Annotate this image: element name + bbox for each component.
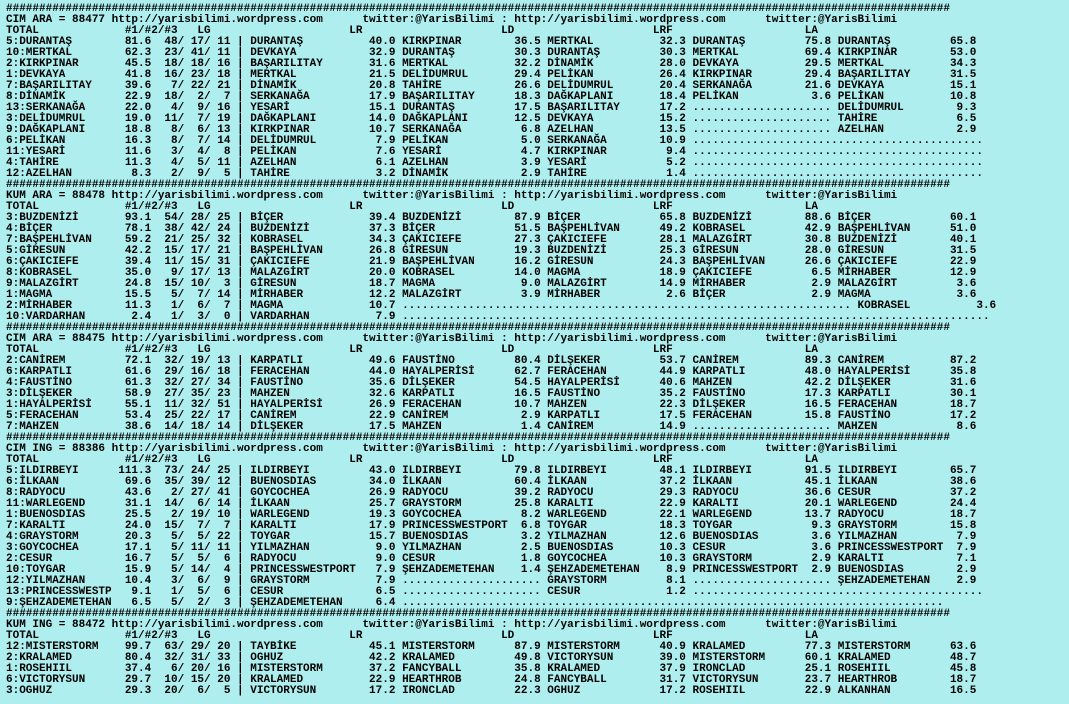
data-line: 1:ROSEHIIL 37.4 6/ 20/ 16 | MISTERSTORM 37.2 FANCYBALL 35.8 KRALAMED 37.9 IRONCLAD 25.1 ROSEHIIL 45.8 <box>6 663 977 675</box>
data-line: 1:HAYALPERİSİ 55.1 11/ 32/ 51 | HAYALPERİSİ 26.9 FERACEHAN 10.7 MAHZEN 22.3 DİLŞEKER 16.5 FERACEHAN 18.7 <box>6 399 977 411</box>
data-line: 3:OGHUZ 29.3 20/ 6/ 5 | VICTORYSUN 17.2 IRONCLAD 22.3 OGHUZ 17.2 ROSEHIIL 22.9 ALKANHAN 16.5 <box>6 685 977 697</box>
data-line: 1:DEVKAYA 41.8 16/ 23/ 18 | MERTKAL 21.5 DELİDUMRUL 29.4 PELİKAN 26.4 KIRKPINAR 29.4 BAŞARILITAY 31.5 <box>6 69 977 81</box>
data-line: 6:ÇAKICIEFE 39.4 11/ 15/ 31 | ÇAKICIEFE 21.9 BAŞPEHLİVAN 16.2 GİRESUN 24.3 BAŞPEHLİVAN 26.6 ÇAKICIEFE 22.9 <box>6 256 977 268</box>
data-line: 5:FERACEHAN 53.4 25/ 22/ 17 | CANİREM 22.9 CANİREM 2.9 KARPATLI 17.5 FERACEHAN 15.8 FAUSTİNO 17.2 <box>6 410 977 422</box>
data-line: 4:GRAYSTORM 20.3 5/ 5/ 22 | TOYGAR 15.7 BUENOSDIAS 3.2 YILMAZHAN 12.6 BUENOSDIAS 3.6 YILMAZHAN 7.9 <box>6 531 977 543</box>
data-line: 10:MERTKAL 62.3 23/ 41/ 11 | DEVKAYA 32.9 DURANTAŞ 30.3 DURANTAŞ 30.3 MERTKAL 69.4 KIRKPINAR 53.0 <box>6 47 977 59</box>
data-line: 2:CANİREM 72.1 32/ 19/ 13 | KARPATLI 49.6 FAUSTİNO 80.4 DİLŞEKER 53.7 CANİREM 89.3 CANİREM 87.2 <box>6 355 977 367</box>
data-line: 3:BUZDENİZİ 93.1 54/ 28/ 25 | BİÇER 39.4 BUZDENİZİ 87.9 BİÇER 65.8 BUZDENİZİ 88.6 BİÇER 60.1 <box>6 212 977 224</box>
data-line: 2:KIRKPINAR 45.5 18/ 18/ 16 | BAŞARILITAY 31.6 MERTKAL 32.2 DİNAMİK 28.0 DEVKAYA 29.5 MERTKAL 34.3 <box>6 58 977 70</box>
data-line: 5:DURANTAŞ 81.6 48/ 17/ 11 | DURANTAŞ 40.0 KIRKPINAR 36.5 MERTKAL 32.3 DURANTAŞ 75.8 DURANTAŞ 65.8 <box>6 36 977 48</box>
data-line: 4:BİÇER 78.1 38/ 42/ 24 | BUZDENİZİ 37.3 BİÇER 51.5 BAŞPEHLİVAN 49.2 KOBRASEL 42.9 BAŞPEHLİVAN 51.0 <box>6 223 977 235</box>
data-line: 4:TAHİRE 11.3 4/ 5/ 11 | AZELHAN 6.1 AZELHAN 3.9 YESARİ 5.2 ............................................ <box>6 157 983 169</box>
data-line: 6:İLKAAN 69.6 35/ 39/ 12 | BUENOSDIAS 34.0 İLKAAN 60.4 İLKAAN 37.2 İLKAAN 45.1 İLKAAN 38.6 <box>6 476 977 488</box>
data-line: 7:BAŞARILITAY 39.6 7/ 22/ 21 | DİNAMİK 20.8 TAHİRE 26.6 DELİDUMRUL 20.4 SERKANAĞA 21.6 DEVKAYA 15.1 <box>6 80 977 92</box>
column-header-line: TOTAL #1/#2/#3 LG LR LD LRF LA <box>6 630 818 642</box>
data-line: 2:KRALAMED 80.4 32/ 31/ 33 | OGHUZ 42.2 KRALAMED 49.8 VICTORYSUN 39.0 MISTERSTORM 60.1 KRALAMED 48.7 <box>6 652 977 664</box>
data-line: 11:YESARİ 11.6 3/ 4/ 8 | PELİKAN 7.6 YESARİ 4.7 KIRKPINAR 9.4 ............................................ <box>6 146 983 158</box>
data-line: 9:ŞEHZADEMETEHAN 6.5 5/ 2/ 3 | ŞEHZADEMETEHAN 6.4 .................................................................................. <box>6 597 944 609</box>
column-header-line: TOTAL #1/#2/#3 LG LR LD LRF LA <box>6 201 818 213</box>
data-line: 7:KARALTI 24.0 15/ 7/ 7 | KARALTI 17.9 PRINCESSWESTPORT 6.8 TOYGAR 18.3 TOYGAR 9.3 GRAYSTORM 15.8 <box>6 520 977 532</box>
data-line: 3:DİLŞEKER 58.9 27/ 35/ 23 | MAHZEN 32.6 KARPATLI 16.5 FAUSTİNO 35.2 FAUSTİNO 17.3 KARPATLI 30.1 <box>6 388 977 400</box>
race-header-line: CIM ARA = 88477 http://yarisbilimi.wordpress.com twitter:@YarisBilimi : http://yarisbilimi.wordpress.com twitter:@YarisBilimi <box>6 14 898 26</box>
data-line: 2:CESUR 16.7 5/ 5/ 6 | RADYOCU 9.0 CESUR 1.8 GOYCOCHEA 10.3 GRAYSTORM 2.9 KARALTI 7.1 <box>6 553 977 565</box>
data-line: 8:DİNAMİK 22.9 18/ 2/ 7 | SERKANAĞA 17.9 BAŞARILITAY 18.3 DAĞKAPLANI 18.4 PELİKAN 3.6 PELİKAN 10.8 <box>6 91 977 103</box>
data-line: 8:KOBRASEL 35.0 9/ 17/ 13 | MALAZGİRT 20.0 KOBRASEL 14.0 MAGMA 18.9 ÇAKICIEFE 6.5 MİRHABER 12.9 <box>6 267 977 279</box>
data-line: 5:GİRESUN 42.2 15/ 17/ 21 | BAŞPEHLİVAN 26.8 GİRESUN 19.3 BUZDENİZİ 25.3 GİRESUN 28.0 GİRESUN 31.5 <box>6 245 977 257</box>
race-header-line: KUM ARA = 88478 http://yarisbilimi.wordpress.com twitter:@YarisBilimi : http://yarisbilimi.wordpress.com twitter:@YarisBilimi <box>6 190 898 202</box>
data-line: 7:MAHZEN 38.6 14/ 18/ 14 | DİLŞEKER 17.5 MAHZEN 1.4 CANİREM 14.9 ..................... MAHZEN 8.6 <box>6 421 977 433</box>
data-line: 8:RADYOCU 43.6 2/ 27/ 41 | GOYCOCHEA 26.9 RADYOCU 39.2 RADYOCU 29.3 RADYOCU 36.6 CESUR 37.2 <box>6 487 977 499</box>
data-line: 12:YILMAZHAN 10.4 3/ 6/ 9 | GRAYSTORM 7.9 ..................... GRAYSTORM 8.1 ..................... ŞEHZADEMETEHAN 2.9 <box>6 575 977 587</box>
data-line: 9:DAĞKAPLANI 18.8 8/ 6/ 13 | KIRKPINAR 10.7 SERKANAĞA 6.8 AZELHAN 13.5 ..................... AZELHAN 2.9 <box>6 124 977 136</box>
separator-line: ############################################################################################################################################### <box>6 322 950 334</box>
data-line: 6:VICTORYSUN 29.7 10/ 15/ 20 | KRALAMED 22.9 HEARTHROB 24.8 FANCYBALL 31.7 VICTORYSUN 23.7 HEARTHROB 18.7 <box>6 674 977 686</box>
data-line: 1:MAGMA 15.5 5/ 7/ 14 | MİRHABER 12.2 MALAZGİRT 3.9 MİRHABER 2.6 BİÇER 2.9 MAGMA 3.6 <box>6 289 977 301</box>
column-header-line: TOTAL #1/#2/#3 LG LR LD LRF LA <box>6 344 818 356</box>
separator-line: ############################################################################################################################################### <box>6 179 950 191</box>
race-header-line: CIM ING = 88386 http://yarisbilimi.wordpress.com twitter:@YarisBilimi : http://yarisbilimi.wordpress.com twitter:@YarisBilimi <box>6 443 898 455</box>
separator-line: ############################################################################################################################################### <box>6 3 950 15</box>
data-line: 13:PRINCESSWESTP 9.1 1/ 5/ 6 | CESUR 6.5 ..................... CESUR 1.2 ............................................ <box>6 586 983 598</box>
data-line: 6:PELİKAN 16.3 8/ 7/ 14 | DELİDUMRUL 7.9 PELİKAN 5.0 SERKANAĞA 10.9 ............................................ <box>6 135 983 147</box>
data-line: 13:SERKANAĞA 22.0 4/ 9/ 16 | YESARİ 15.1 DURANTAŞ 17.5 BAŞARILITAY 17.2 ..................... DELİDUMRUL 9.3 <box>6 102 977 114</box>
data-line: 7:BAŞPEHLİVAN 59.2 21/ 25/ 32 | KOBRASEL 34.3 ÇAKICIEFE 27.3 ÇAKICIEFE 28.1 MALAZGİRT 30.8 BUZDENİZİ 40.1 <box>6 234 977 246</box>
data-line: 6:KARPATLI 61.6 29/ 16/ 18 | FERACEHAN 44.0 HAYALPERİSİ 62.7 FERACEHAN 44.9 KARPATLI 48.0 HAYALPERİSİ 35.8 <box>6 366 977 378</box>
column-header-line: TOTAL #1/#2/#3 LG LR LD LRF LA <box>6 454 818 466</box>
data-line: 12:AZELHAN 8.3 2/ 9/ 5 | TAHİRE 3.2 DİNAMİK 2.9 TAHİRE 1.4 ............................................ <box>6 168 983 180</box>
column-header-line: TOTAL #1/#2/#3 LG LR LD LRF LA <box>6 25 818 37</box>
race-header-line: CIM ARA = 88475 http://yarisbilimi.wordpress.com twitter:@YarisBilimi : http://yarisbilimi.wordpress.com twitter:@YarisBilimi <box>6 333 898 345</box>
data-line: 4:FAUSTİNO 61.3 32/ 27/ 34 | FAUSTİNO 35.6 DİLŞEKER 54.5 HAYALPERİSİ 40.6 MAHZEN 42.2 DİLŞEKER 31.6 <box>6 377 977 389</box>
data-line: 10:VARDARHAN 2.4 1/ 3/ 0 | VARDARHAN 7.9 ......................................................................................... <box>6 311 990 323</box>
data-line: 5:ILDIRBEYI 111.3 73/ 24/ 25 | ILDIRBEYI 43.0 ILDIRBEYI 79.8 ILDIRBEYI 48.1 ILDIRBEYI 91.5 ILDIRBEYI 65.7 <box>6 465 977 477</box>
data-line: 10:TOYGAR 15.9 5/ 14/ 4 | PRINCESSWESTPORT 7.9 ŞEHZADEMETEHAN 1.4 ŞEHZADEMETEHAN 8.9 PRINCESSWESTPORT 2.9 BUENOSDIAS 2.9 <box>6 564 977 576</box>
separator-line: ############################################################################################################################################### <box>6 608 950 620</box>
data-line: 1:BUENOSDIAS 25.5 2/ 19/ 10 | WARLEGEND 19.3 GOYCOCHEA 8.2 WARLEGEND 22.1 WARLEGEND 13.7 RADYOCU 18.7 <box>6 509 977 521</box>
data-line: 11:WARLEGEND 31.1 14/ 6/ 14 | İLKAAN 25.7 GRAYSTORM 25.8 KARALTI 22.9 KARALTI 20.1 WARLEGEND 24.4 <box>6 498 977 510</box>
data-line: 2:MİRHABER 11.3 1/ 6/ 7 | MAGMA 10.7 .................................................................... KOBRASEL 3.6 <box>6 300 997 312</box>
race-header-line: KUM ING = 88472 http://yarisbilimi.wordpress.com twitter:@YarisBilimi : http://yarisbilimi.wordpress.com twitter:@YarisBilimi <box>6 619 898 631</box>
data-line: 3:DELİDUMRUL 19.0 11/ 7/ 19 | DAĞKAPLANI 14.0 DAĞKAPLANI 12.5 DEVKAYA 15.2 ..................... TAHİRE 6.5 <box>6 113 977 125</box>
data-line: 9:MALAZGİRT 24.8 15/ 10/ 3 | GİRESUN 18.7 MAGMA 9.0 MALAZGİRT 14.9 MİRHABER 2.9 MALAZGİRT 3.6 <box>6 278 977 290</box>
separator-line: ############################################################################################################################################### <box>6 432 950 444</box>
data-line: 12:MISTERSTORM 99.7 63/ 29/ 20 | TAYBİKE 45.1 MISTERSTORM 87.9 MISTERSTORM 40.9 KRALAMED 77.3 MISTERSTORM 63.6 <box>6 641 977 653</box>
data-line: 3:GOYCOCHEA 17.1 5/ 11/ 11 | YILMAZHAN 9.0 YILMAZHAN 2.5 BUENOSDIAS 10.3 CESUR 3.6 PRINCESSWESTPORT 7.9 <box>6 542 977 554</box>
